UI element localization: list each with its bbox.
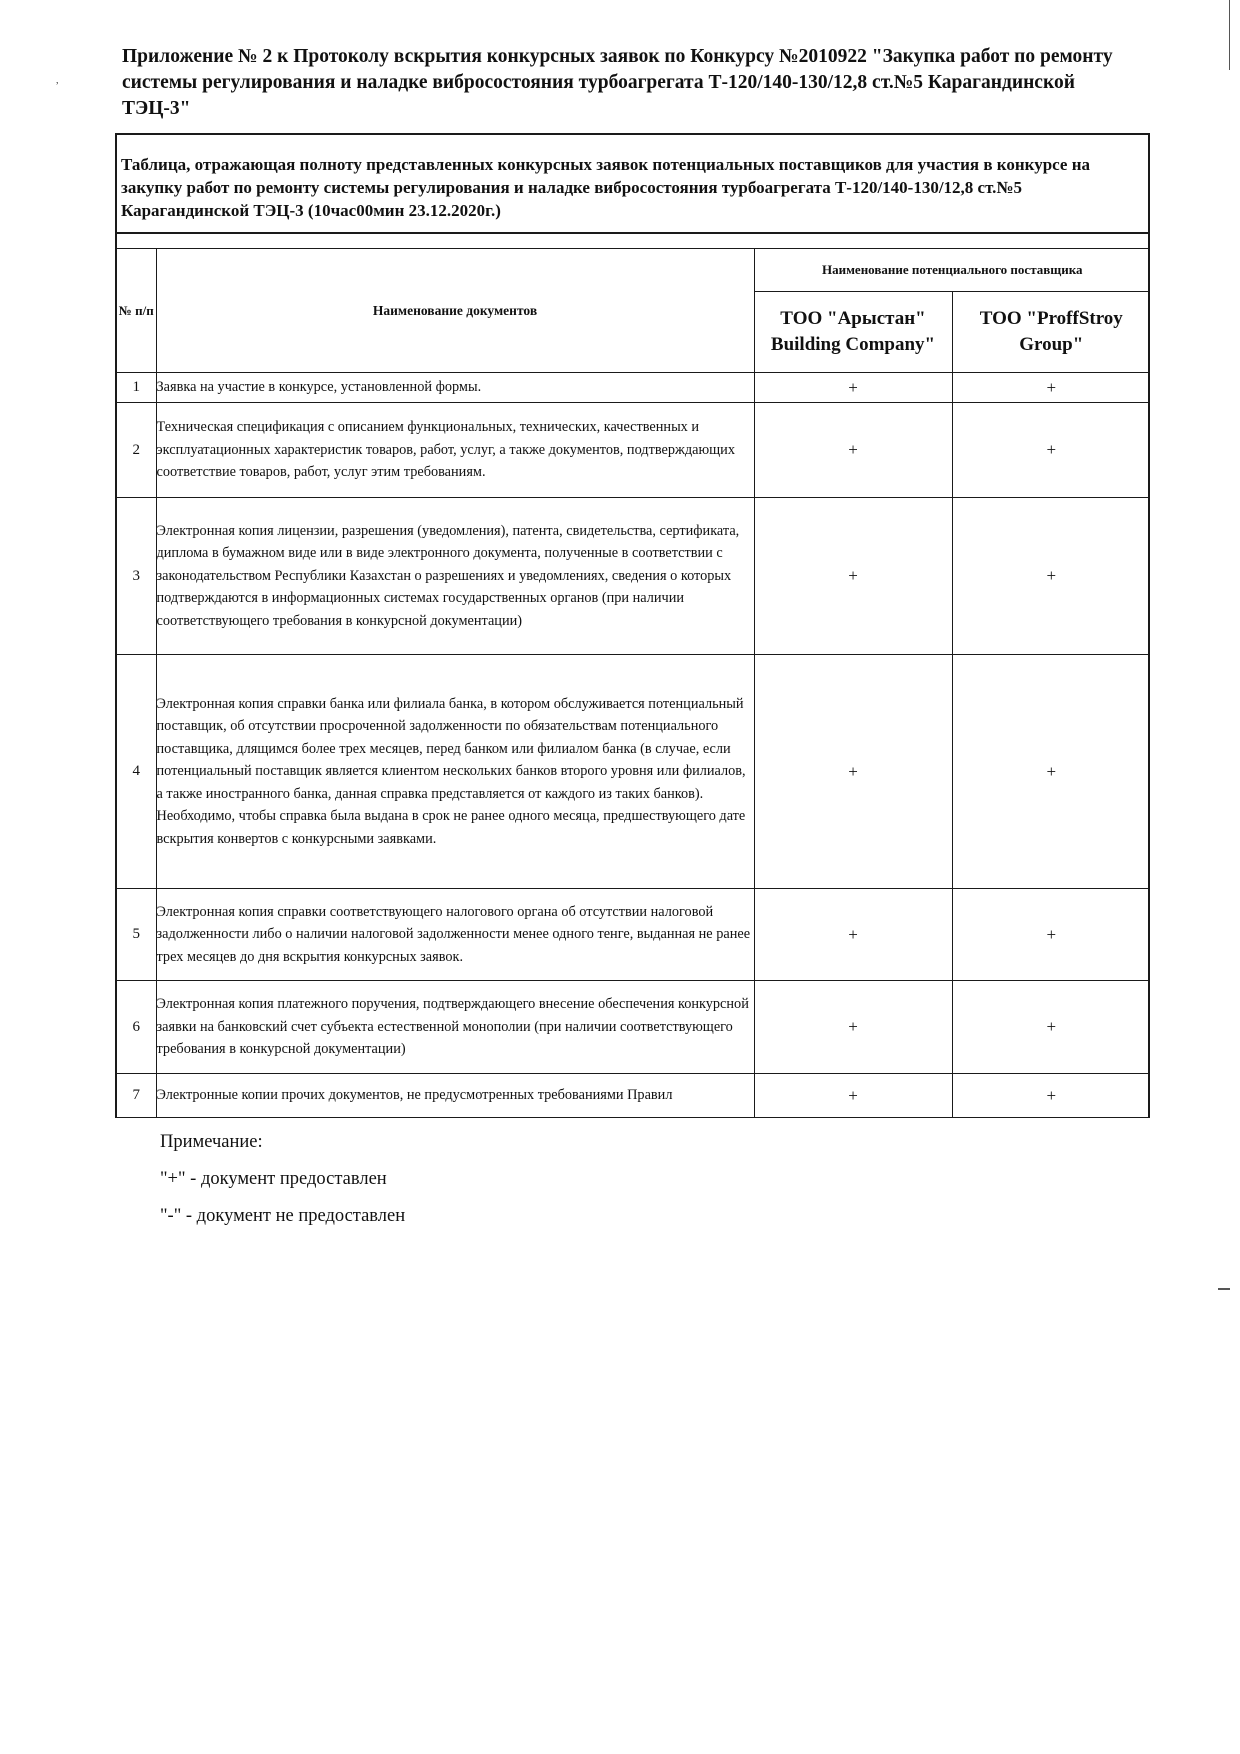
- column-header-supplier-2: ТОО "ProffStroy Group": [952, 292, 1150, 373]
- row-document: Электронная копия лицензии, разрешения (уведомления), патента, свидетельства, сертификата, диплома в бумажном виде или в виде электронного документа, полученные в соответствии с законодательством Республики Казахстан о разрешениях и уведомлениях, сведения о которых подтверждаются в информационных системах государственных органов (при наличии соответствующего требования в конкурсной документации): [156, 498, 754, 655]
- note-legend-minus: "-" - документ не предоставлен: [160, 1206, 406, 1226]
- row-supplier-2-mark: +: [952, 373, 1150, 403]
- column-header-number: № п/п: [117, 249, 156, 373]
- row-document: Электронные копии прочих документов, не предусмотренных требованиями Правил: [156, 1074, 754, 1118]
- document-title: Приложение № 2 к Протоколу вскрытия конкурсных заявок по Конкурсу №2010922 "Закупка работ по ремонту системы регулирования и наладке вибросостояния турбоагрегата Т-120/140-130/12,8 ст.№5 Карагандинской ТЭЦ-3": [122, 46, 1113, 119]
- scan-edge-line: [1218, 1288, 1230, 1290]
- table-row: [117, 655, 1150, 889]
- row-supplier-2-mark: +: [952, 403, 1150, 498]
- row-number: 3: [117, 498, 156, 655]
- scan-speck: ,: [56, 75, 59, 86]
- completeness-table-frame: [115, 133, 1150, 1118]
- table-row: [117, 373, 1150, 403]
- table-spacer-row: [117, 234, 1150, 249]
- row-number: 6: [117, 981, 156, 1074]
- completeness-table: [117, 234, 1150, 1118]
- row-document: Электронная копия платежного поручения, подтверждающего внесение обеспечения конкурсной заявки на банковский счет субъекта естественной монополии (при наличии соответствующего требования в конкурсной документации): [156, 981, 754, 1074]
- row-document: Заявка на участие в конкурсе, установленной формы.: [156, 373, 754, 403]
- column-header-supplier-group: Наименование потенциального поставщика: [754, 249, 1150, 292]
- row-supplier-1-mark: +: [754, 889, 952, 981]
- row-supplier-2-mark: +: [952, 981, 1150, 1074]
- table-row: [117, 981, 1150, 1074]
- row-document: Техническая спецификация с описанием функциональных, технических, качественных и эксплуатационных характеристик товаров, работ, услуг, а также документов, подтверждающих соответствие товаров, работ, услуг этим требованиям.: [156, 403, 754, 498]
- row-document: Электронная копия справки соответствующего налогового органа об отсутствии налоговой задолженности либо о наличии налоговой задолженности менее одного тенге, выданная не ранее трех месяцев до дня вскрытия конкурсных заявок.: [156, 889, 754, 981]
- table-header-row: [117, 249, 1150, 292]
- row-supplier-1-mark: +: [754, 403, 952, 498]
- row-number: 2: [117, 403, 156, 498]
- row-supplier-2-mark: +: [952, 889, 1150, 981]
- table-row: [117, 889, 1150, 981]
- row-supplier-2-mark: +: [952, 1074, 1150, 1118]
- row-supplier-2-mark: +: [952, 498, 1150, 655]
- row-supplier-2-mark: +: [952, 655, 1150, 889]
- table-row: [117, 403, 1150, 498]
- table-row: [117, 1074, 1150, 1118]
- row-number: 4: [117, 655, 156, 889]
- scan-edge-line: [1229, 0, 1230, 70]
- row-number: 7: [117, 1074, 156, 1118]
- column-header-documents: Наименование документов: [156, 249, 754, 373]
- table-caption: Таблица, отражающая полноту представленных конкурсных заявок потенциальных поставщиков для участия в конкурсе на закупку работ по ремонту системы регулирования и наладке вибросостояния турбоагрегата Т-120/140-130/12,8 ст.№5 Карагандинской ТЭЦ-3 (10час00мин 23.12.2020г.): [117, 135, 1148, 234]
- row-supplier-1-mark: +: [754, 655, 952, 889]
- table-row: [117, 498, 1150, 655]
- note-title: Примечание:: [160, 1132, 263, 1152]
- row-supplier-1-mark: +: [754, 981, 952, 1074]
- note-legend-plus: "+" - документ предоставлен: [160, 1169, 387, 1189]
- column-header-supplier-1: ТОО "Арыстан" Building Company": [754, 292, 952, 373]
- row-supplier-1-mark: +: [754, 1074, 952, 1118]
- row-document: Электронная копия справки банка или филиала банка, в котором обслуживается потенциальный поставщик, об отсутствии просроченной задолженности по обязательствам потенциального поставщика, длящимся более трех месяцев, перед банком или филиалом банка (в случае, если потенциальный поставщик является клиентом нескольких банков второго уровня или филиалов, а также иностранного банка, данная справка представляется от каждого из таких банков). Необходимо, чтобы справка была выдана в срок не ранее одного месяца, предшествующего дате вскрытия конвертов с конкурсными заявками.: [156, 655, 754, 889]
- row-number: 5: [117, 889, 156, 981]
- row-number: 1: [117, 373, 156, 403]
- row-supplier-1-mark: +: [754, 498, 952, 655]
- row-supplier-1-mark: +: [754, 373, 952, 403]
